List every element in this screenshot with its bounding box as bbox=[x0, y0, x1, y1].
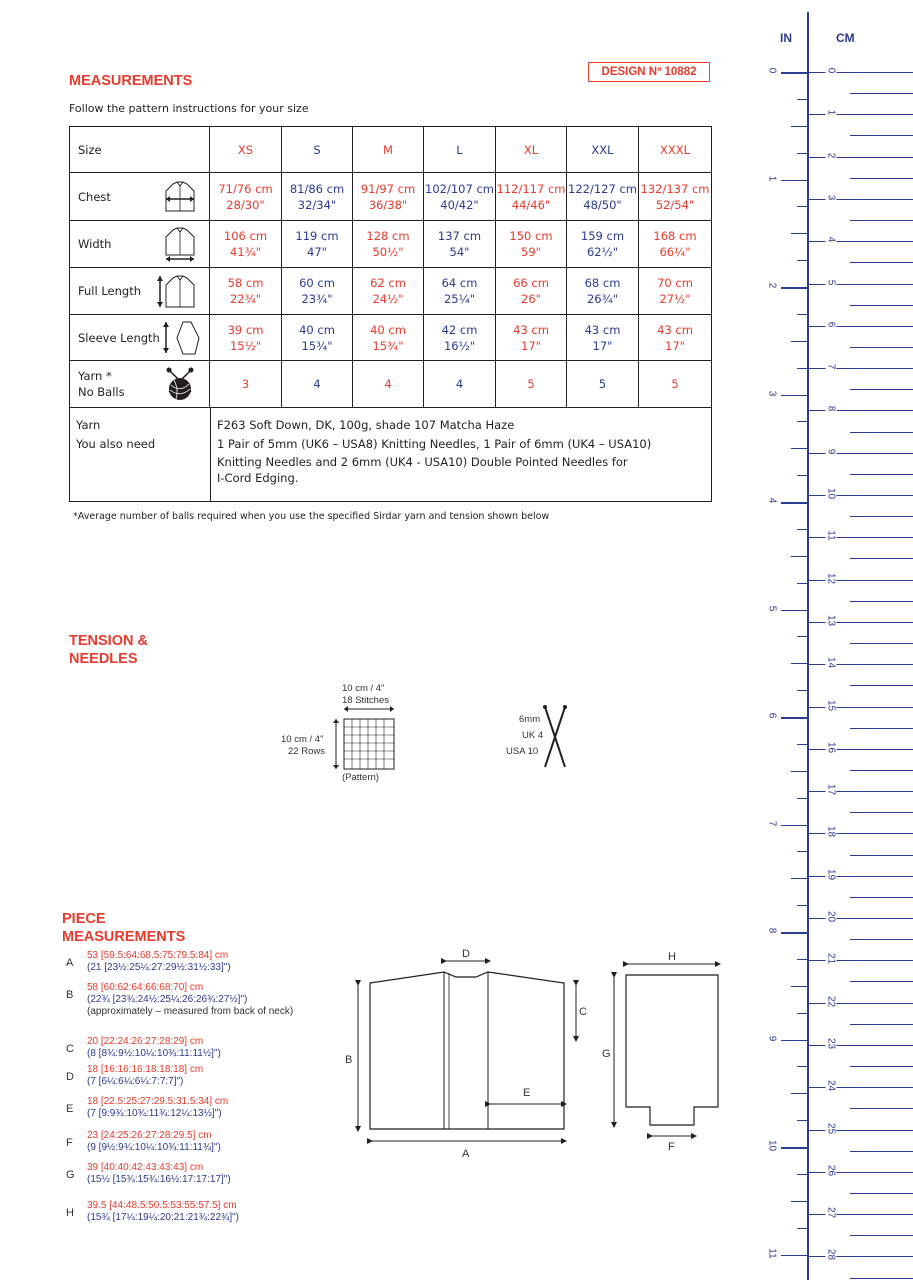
piece-in: (9 [9½:9¾:10¼:10¾:11:11¾]") bbox=[87, 1142, 221, 1153]
inch-minor-tick bbox=[791, 448, 807, 449]
size-l: L bbox=[424, 127, 496, 173]
cm-label: 19 bbox=[826, 865, 837, 883]
length-label bbox=[70, 268, 210, 315]
balls-s: 4 bbox=[282, 361, 353, 408]
cm-label: 22 bbox=[826, 992, 837, 1010]
sleeve-s: 40 cm 15¾" bbox=[282, 315, 353, 361]
size-m: M bbox=[353, 127, 424, 173]
inch-minor-tick bbox=[797, 421, 807, 422]
needle-uk: UK 4 bbox=[522, 730, 544, 741]
cm-half-tick bbox=[850, 1235, 913, 1236]
cm-half-tick bbox=[850, 897, 913, 898]
yarn-cell bbox=[70, 408, 712, 502]
cm-label: 26 bbox=[826, 1161, 837, 1179]
cm-label: 7 bbox=[826, 358, 837, 376]
piece-in: (7 [9:9¾:10¾:11¾:12¼:13½]") bbox=[87, 1108, 222, 1119]
inch-tick bbox=[781, 287, 807, 289]
cm-label: 28 bbox=[826, 1246, 837, 1264]
sleeve-xl: 43 cm 17" bbox=[496, 315, 567, 361]
cm-label: 9 bbox=[826, 442, 837, 460]
cm-label: 18 bbox=[826, 823, 837, 841]
cm-label: 15 bbox=[826, 696, 837, 714]
inch-minor-tick bbox=[797, 851, 807, 852]
piece-letter: B bbox=[66, 989, 74, 1001]
inch-minor-tick bbox=[791, 771, 807, 772]
cm-half-tick bbox=[850, 601, 913, 602]
piece-letter: G bbox=[66, 1169, 75, 1181]
width-xl: 150 cm 59" bbox=[496, 221, 567, 268]
inch-minor-tick bbox=[797, 798, 807, 799]
yarn-labels bbox=[76, 416, 155, 454]
sleeve-row bbox=[70, 315, 712, 361]
size-s: S bbox=[282, 127, 353, 173]
piece-in: (22¾ [23¾:24½:25¼:26:26¾:27½]") bbox=[87, 994, 248, 1005]
label-c: C bbox=[579, 1006, 587, 1018]
yarn-row bbox=[70, 408, 712, 502]
tension-width: 10 cm / 4" bbox=[342, 683, 385, 694]
width-xxxl: 168 cm 66¼" bbox=[639, 221, 712, 268]
cm-label: 10 bbox=[826, 485, 837, 503]
cm-half-tick bbox=[850, 432, 913, 433]
inch-minor-tick bbox=[797, 206, 807, 207]
cm-label: 0 bbox=[826, 62, 837, 80]
cm-half-tick bbox=[850, 262, 913, 263]
piece-letter: E bbox=[66, 1103, 74, 1115]
inch-minor-tick bbox=[791, 126, 807, 127]
inch-minor-tick bbox=[797, 529, 807, 530]
inch-minor-tick bbox=[797, 905, 807, 906]
need-value-2: Knitting Needles and 2 6mm (UK4 - USA10) Double Pointed Needles for bbox=[217, 455, 628, 469]
piece-in: (8 [8¾:9½:10¼:10¾:11:11½]") bbox=[87, 1048, 221, 1059]
chest-label-text: Chest bbox=[78, 189, 111, 204]
cm-label: 14 bbox=[826, 654, 837, 672]
tension-diagram bbox=[272, 680, 432, 790]
inch-minor-tick bbox=[797, 1013, 807, 1014]
sleeve-xs: 39 cm 15½" bbox=[210, 315, 282, 361]
inch-label: 11 bbox=[766, 1247, 778, 1259]
label-g: G bbox=[602, 1048, 611, 1060]
label-b: B bbox=[345, 1054, 353, 1066]
need-value-1: 1 Pair of 5mm (UK6 – USA8) Knitting Needles, 1 Pair of 6mm (UK4 – USA10) bbox=[217, 437, 652, 451]
tension-height: 10 cm / 4" bbox=[281, 734, 324, 745]
tension-stitches: 18 Stitches bbox=[342, 695, 389, 706]
cm-label: 27 bbox=[826, 1204, 837, 1222]
inch-label: 3 bbox=[766, 390, 778, 396]
yarn-value: F263 Soft Down, DK, 100g, shade 107 Matcha Haze bbox=[217, 418, 515, 432]
measurements-heading: MEASUREMENTS bbox=[69, 73, 193, 89]
inch-tick bbox=[781, 502, 807, 504]
sleeve-label-text: Sleeve Length bbox=[78, 330, 160, 345]
cm-half-tick bbox=[850, 220, 913, 221]
inch-minor-tick bbox=[797, 314, 807, 315]
length-xxxl: 70 cm 27½" bbox=[639, 268, 712, 315]
cm-half-tick bbox=[850, 1193, 913, 1194]
width-s: 119 cm 47" bbox=[282, 221, 353, 268]
cm-half-tick bbox=[850, 1066, 913, 1067]
inch-label: 5 bbox=[766, 605, 778, 611]
balls-xs: 3 bbox=[210, 361, 282, 408]
size-xxl: XXL bbox=[567, 127, 639, 173]
cm-half-tick bbox=[850, 305, 913, 306]
width-icon bbox=[163, 227, 197, 263]
inch-minor-tick bbox=[797, 475, 807, 476]
cm-half-tick bbox=[850, 1151, 913, 1152]
chest-xxxl: 132/137 cm 52/54" bbox=[639, 173, 712, 221]
size-xs: XS bbox=[210, 127, 282, 173]
balls-l: 4 bbox=[424, 361, 496, 408]
sleeve-xxl: 43 cm 17" bbox=[567, 315, 639, 361]
pattern-instructions: Follow the pattern instructions for your size bbox=[69, 102, 309, 115]
label-e: E bbox=[523, 1087, 531, 1099]
piece-cm: 53 [59.5:64:68.5:75:79.5:84] cm bbox=[87, 950, 229, 961]
cm-half-tick bbox=[850, 812, 913, 813]
inch-minor-tick bbox=[791, 341, 807, 342]
cm-half-tick bbox=[850, 855, 913, 856]
inch-tick bbox=[781, 825, 807, 827]
inch-tick bbox=[781, 1147, 807, 1149]
length-label-text: Full Length bbox=[78, 284, 141, 298]
needle-size: 6mm bbox=[519, 714, 541, 725]
cm-half-tick bbox=[850, 1108, 913, 1109]
length-xs: 58 cm 22¾" bbox=[210, 268, 282, 315]
piece-cm: 58 [60:62:64:66:68:70] cm bbox=[87, 982, 204, 993]
width-row bbox=[70, 221, 712, 268]
balls-label-line2: No Balls bbox=[78, 385, 125, 399]
ruler-in-label: IN bbox=[780, 31, 792, 45]
inch-tick bbox=[781, 72, 807, 74]
cm-half-tick bbox=[850, 516, 913, 517]
inch-minor-tick bbox=[797, 636, 807, 637]
piece-cm: 39 [40:40:42:43:43:43] cm bbox=[87, 1162, 204, 1173]
label-f: F bbox=[668, 1141, 675, 1153]
piece-cm: 18 [22.5:25:27:29.5:31.5:34] cm bbox=[87, 1096, 229, 1107]
sleeve-xxxl: 43 cm 17" bbox=[639, 315, 712, 361]
inch-tick bbox=[781, 717, 807, 719]
inch-minor-tick bbox=[797, 690, 807, 691]
width-label-text: Width bbox=[78, 237, 112, 251]
piece-heading bbox=[62, 910, 185, 946]
tension-heading bbox=[69, 632, 148, 668]
cm-half-tick bbox=[850, 981, 913, 982]
inch-minor-tick bbox=[797, 583, 807, 584]
balls-xxl: 5 bbox=[567, 361, 639, 408]
inch-tick bbox=[781, 610, 807, 612]
design-number: DESIGN Nº 10882 bbox=[588, 62, 710, 82]
ruler-cm-label: CM bbox=[836, 31, 855, 45]
inch-label: 0 bbox=[766, 67, 778, 74]
tension-heading-line1: TENSION & bbox=[69, 633, 148, 649]
cm-label: 8 bbox=[826, 400, 837, 418]
inch-tick bbox=[781, 932, 807, 934]
inch-minor-tick bbox=[791, 1093, 807, 1094]
size-label: Size bbox=[70, 127, 210, 173]
need-value-3: I-Cord Edging. bbox=[217, 471, 299, 485]
tension-rows: 22 Rows bbox=[288, 746, 325, 757]
chest-xs: 71/76 cm 28/30" bbox=[210, 173, 282, 221]
inch-minor-tick bbox=[791, 878, 807, 879]
ruler-divider bbox=[807, 12, 809, 1280]
needle-usa: USA 10 bbox=[506, 746, 539, 757]
measurements-table bbox=[69, 126, 712, 502]
inch-label: 4 bbox=[766, 497, 778, 504]
length-xl: 66 cm 26" bbox=[496, 268, 567, 315]
cm-label: 20 bbox=[826, 908, 837, 926]
cm-label: 16 bbox=[826, 738, 837, 756]
size-xl: XL bbox=[496, 127, 567, 173]
size-row bbox=[70, 127, 712, 173]
chest-xl: 112/117 cm 44/46" bbox=[496, 173, 567, 221]
cm-half-tick bbox=[850, 347, 913, 348]
cm-label: 2 bbox=[826, 146, 837, 164]
piece-in: (15½ [15¾:15¾:16½:17:17:17]") bbox=[87, 1174, 231, 1185]
sleeve-icon bbox=[161, 320, 201, 356]
sleeve-l: 42 cm 16½" bbox=[424, 315, 496, 361]
label-d: D bbox=[462, 948, 470, 960]
cm-label: 21 bbox=[826, 950, 837, 968]
piece-cm: 18 [16:16:16:18:18:18] cm bbox=[87, 1064, 204, 1075]
inch-minor-tick bbox=[797, 1066, 807, 1067]
piece-in: (7 [6¼:6¼:6¼:7:7:7]") bbox=[87, 1076, 184, 1087]
width-l: 137 cm 54" bbox=[424, 221, 496, 268]
balls-label-line1: Yarn * bbox=[78, 369, 112, 383]
tension-pattern: (Pattern) bbox=[342, 772, 379, 783]
body-piece-diagram bbox=[336, 945, 596, 1165]
inch-minor-tick bbox=[797, 959, 807, 960]
yarn-ball-icon bbox=[163, 366, 197, 402]
inch-tick bbox=[781, 395, 807, 397]
length-xxl: 68 cm 26¾" bbox=[567, 268, 639, 315]
inch-minor-tick bbox=[791, 986, 807, 987]
inch-minor-tick bbox=[797, 744, 807, 745]
inch-label: 6 bbox=[766, 712, 778, 719]
piece-heading-line2: MEASUREMENTS bbox=[62, 929, 186, 945]
need-label: You also need bbox=[76, 437, 156, 451]
cm-label: 4 bbox=[826, 231, 837, 249]
inch-minor-tick bbox=[797, 260, 807, 261]
piece-heading-line1: PIECE bbox=[62, 911, 106, 927]
chest-row bbox=[70, 173, 712, 221]
piece-in: (15¾ [17¼:19¼:20:21:21¾:22¾]") bbox=[87, 1212, 239, 1223]
chest-label bbox=[70, 173, 210, 221]
chest-icon bbox=[163, 181, 197, 213]
size-xxxl: XXXL bbox=[639, 127, 712, 173]
inch-minor-tick bbox=[797, 1174, 807, 1175]
inch-tick bbox=[781, 180, 807, 182]
inch-minor-tick bbox=[797, 153, 807, 154]
length-s: 60 cm 23¾" bbox=[282, 268, 353, 315]
cm-half-tick bbox=[850, 135, 913, 136]
chest-l: 102/107 cm 40/42" bbox=[424, 173, 496, 221]
cm-half-tick bbox=[850, 1278, 913, 1279]
balls-m: 4 bbox=[353, 361, 424, 408]
length-icon bbox=[155, 274, 197, 310]
piece-in: (21 [23½:25¼:27:29½:31½:33]") bbox=[87, 962, 231, 973]
length-row bbox=[70, 268, 712, 315]
cm-label: 25 bbox=[826, 1119, 837, 1137]
width-xxl: 159 cm 62½" bbox=[567, 221, 639, 268]
cm-half-tick bbox=[850, 643, 913, 644]
chest-s: 81/86 cm 32/34" bbox=[282, 173, 353, 221]
cm-label: 13 bbox=[826, 611, 837, 629]
cm-half-tick bbox=[850, 728, 913, 729]
balls-label bbox=[70, 361, 210, 408]
inch-label: 8 bbox=[766, 927, 778, 934]
footnote: *Average number of balls required when you use the specified Sirdar yarn and tension shown below bbox=[73, 511, 550, 522]
tension-grid-icon bbox=[332, 705, 398, 775]
cm-label: 11 bbox=[826, 527, 837, 545]
inch-minor-tick bbox=[791, 556, 807, 557]
cm-label: 6 bbox=[826, 315, 837, 333]
knitting-needles-icon bbox=[541, 705, 569, 769]
piece-cm: 20 [22:24:26:27:28:29] cm bbox=[87, 1036, 204, 1047]
cm-label: 1 bbox=[826, 104, 837, 122]
inch-tick bbox=[781, 1040, 807, 1042]
cm-half-tick bbox=[850, 178, 913, 179]
inch-label: 1 bbox=[766, 175, 778, 181]
cm-half-tick bbox=[850, 770, 913, 771]
sleeve-label bbox=[70, 315, 210, 361]
cm-half-tick bbox=[850, 389, 913, 390]
label-h: H bbox=[668, 951, 676, 963]
inch-minor-tick bbox=[797, 1120, 807, 1121]
piece-letter: C bbox=[66, 1043, 74, 1055]
inch-minor-tick bbox=[791, 663, 807, 664]
piece-letter: A bbox=[66, 957, 74, 969]
cm-half-tick bbox=[850, 558, 913, 559]
balls-row bbox=[70, 361, 712, 408]
cm-half-tick bbox=[850, 685, 913, 686]
inch-minor-tick bbox=[797, 368, 807, 369]
cm-label: 5 bbox=[826, 273, 837, 291]
cm-half-tick bbox=[850, 474, 913, 475]
cm-half-tick bbox=[850, 939, 913, 940]
width-label bbox=[70, 221, 210, 268]
piece-letter: H bbox=[66, 1207, 74, 1219]
needle-info bbox=[505, 703, 575, 773]
width-m: 128 cm 50½" bbox=[353, 221, 424, 268]
length-l: 64 cm 25¼" bbox=[424, 268, 496, 315]
cm-half-tick bbox=[850, 1024, 913, 1025]
yarn-label: Yarn bbox=[76, 418, 101, 432]
cm-label: 12 bbox=[826, 569, 837, 587]
inch-minor-tick bbox=[797, 1228, 807, 1229]
cm-label: 3 bbox=[826, 188, 837, 206]
balls-xl: 5 bbox=[496, 361, 567, 408]
label-a: A bbox=[462, 1148, 470, 1160]
sleeve-piece-diagram bbox=[598, 945, 728, 1155]
chest-m: 91/97 cm 36/38" bbox=[353, 173, 424, 221]
width-xs: 106 cm 41¾" bbox=[210, 221, 282, 268]
inch-tick bbox=[781, 1255, 807, 1257]
cm-half-tick bbox=[850, 93, 913, 94]
balls-xxxl: 5 bbox=[639, 361, 712, 408]
inch-label: 9 bbox=[766, 1035, 778, 1041]
piece-cm: 39.5 [44:48.5:50.5:53:55:57.5] cm bbox=[87, 1200, 237, 1211]
piece-cm: 23 [24:25:26:27:28:29.5] cm bbox=[87, 1130, 212, 1141]
cm-label: 17 bbox=[826, 781, 837, 799]
inch-label: 7 bbox=[766, 820, 778, 826]
piece-letter: F bbox=[66, 1137, 73, 1149]
tension-heading-line2: NEEDLES bbox=[69, 651, 138, 667]
piece-letter: D bbox=[66, 1071, 74, 1083]
inch-label: 10 bbox=[766, 1139, 778, 1152]
length-m: 62 cm 24½" bbox=[353, 268, 424, 315]
inch-minor-tick bbox=[791, 1201, 807, 1202]
piece-extra: (approximately – measured from back of neck) bbox=[87, 1006, 294, 1017]
sleeve-m: 40 cm 15¾" bbox=[353, 315, 424, 361]
yarn-values bbox=[217, 416, 651, 486]
inch-minor-tick bbox=[791, 233, 807, 234]
chest-xxl: 122/127 cm 48/50" bbox=[567, 173, 639, 221]
cm-label: 24 bbox=[826, 1077, 837, 1095]
inch-label: 2 bbox=[766, 282, 778, 289]
cm-label: 23 bbox=[826, 1034, 837, 1052]
inch-minor-tick bbox=[797, 99, 807, 100]
